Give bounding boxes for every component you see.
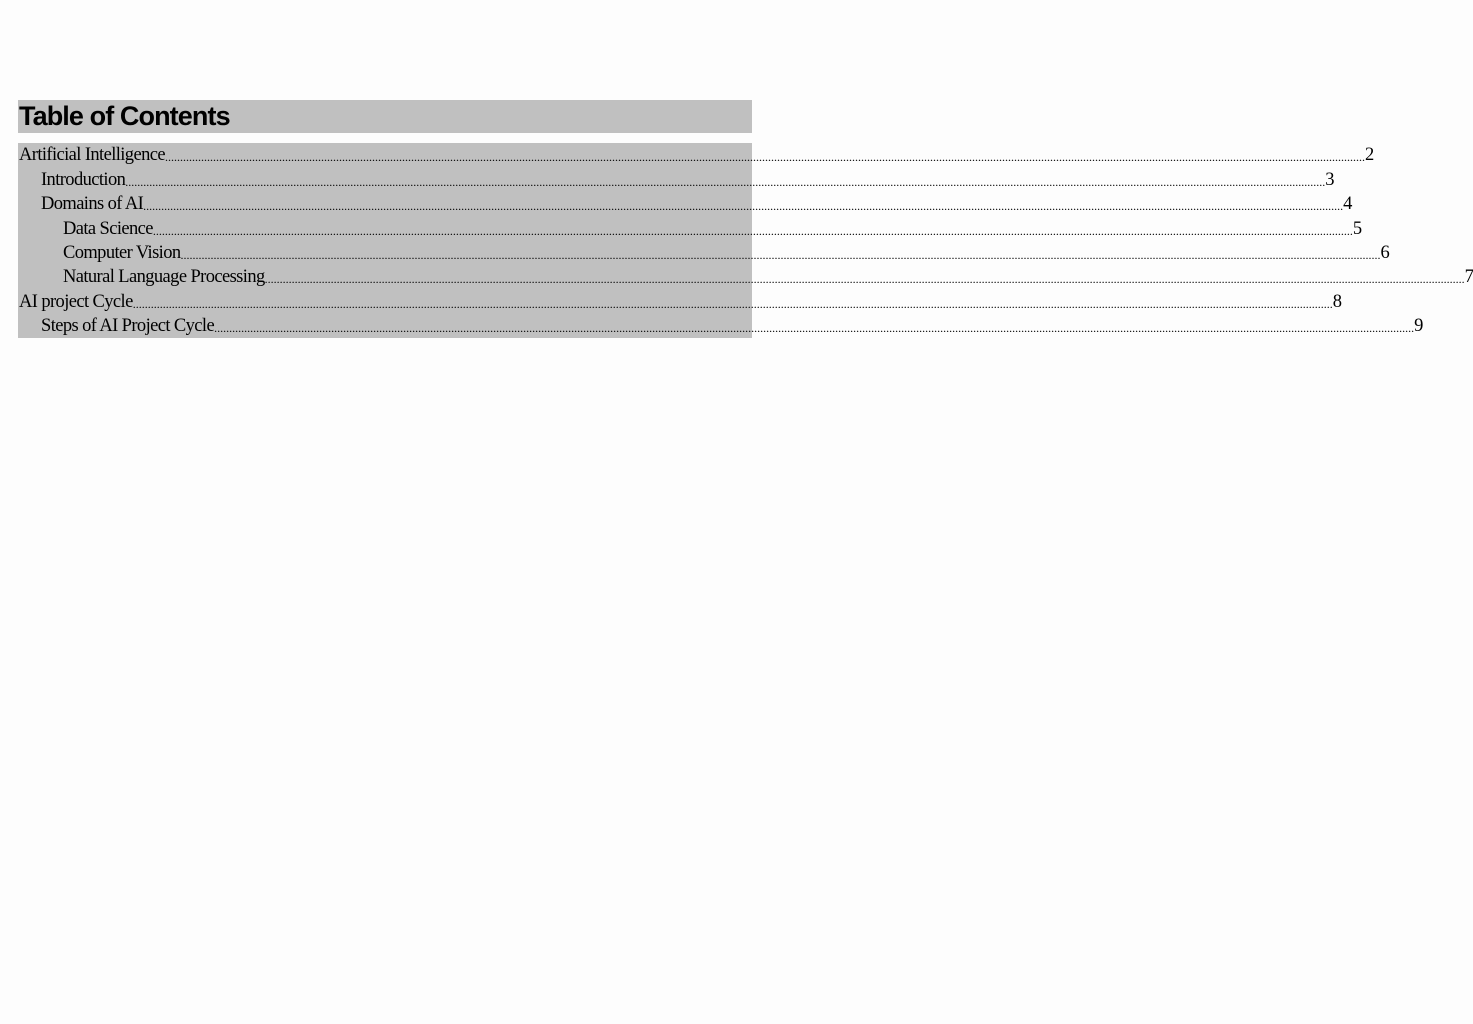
toc-entry-domains-of-ai[interactable] <box>18 192 1352 216</box>
toc-entry-page: 6 <box>1380 242 1390 263</box>
dot-leader: ................................................................................................................................................................................................................................................................................................................................................................................................................ <box>164 150 1365 165</box>
toc-entry-page: 9 <box>1414 316 1423 337</box>
toc-list <box>18 143 1473 338</box>
toc-entry-page: 2 <box>1364 145 1374 166</box>
toc-entry-page: 8 <box>1332 291 1342 312</box>
toc-entry-label: Data Science <box>63 218 153 239</box>
dot-leader: ................................................................................................................................................................................................................................................................................................................................................................................................................ <box>132 296 1333 311</box>
toc-entry-page: 4 <box>1343 194 1352 215</box>
dot-leader: ................................................................................................................................................................................................................................................................................................................................................................................................................ <box>264 272 1465 287</box>
toc-entry-page: 3 <box>1325 169 1334 190</box>
toc-entry-page: 5 <box>1352 218 1362 239</box>
toc-entry-page: 7 <box>1464 267 1473 288</box>
toc-entry-computer-vision[interactable] <box>18 241 1390 265</box>
toc-entry-natural-language-processing[interactable] <box>18 265 1473 289</box>
toc-entry-label: Natural Language Processing <box>63 267 265 288</box>
dot-leader: ................................................................................................................................................................................................................................................................................................................................................................................................................ <box>180 247 1381 262</box>
toc-entry-label: Introduction <box>41 169 126 190</box>
toc-title: Table of Contents <box>19 101 230 131</box>
dot-leader: ................................................................................................................................................................................................................................................................................................................................................................................................................ <box>125 174 1326 189</box>
dot-leader: ................................................................................................................................................................................................................................................................................................................................................................................................................ <box>143 199 1344 214</box>
toc-entry-label: Steps of AI Project Cycle <box>41 316 215 337</box>
dot-leader: ................................................................................................................................................................................................................................................................................................................................................................................................................ <box>214 321 1415 336</box>
toc-entry-label: Domains of AI <box>41 194 144 215</box>
toc-entry-steps-of-ai-project-cycle[interactable] <box>18 314 1423 338</box>
toc-entry-label: AI project Cycle <box>19 291 133 312</box>
toc-entry-artificial-intelligence[interactable] <box>18 143 1374 167</box>
dot-leader: ................................................................................................................................................................................................................................................................................................................................................................................................................ <box>152 223 1353 238</box>
toc-heading-bar <box>18 100 752 133</box>
toc-entry-data-science[interactable] <box>18 216 1362 240</box>
toc-entry-label: Artificial Intelligence <box>19 145 165 166</box>
toc-entry-introduction[interactable] <box>18 167 1334 191</box>
toc-entry-label: Computer Vision <box>63 242 181 263</box>
toc-entry-ai-project-cycle[interactable] <box>18 289 1342 313</box>
